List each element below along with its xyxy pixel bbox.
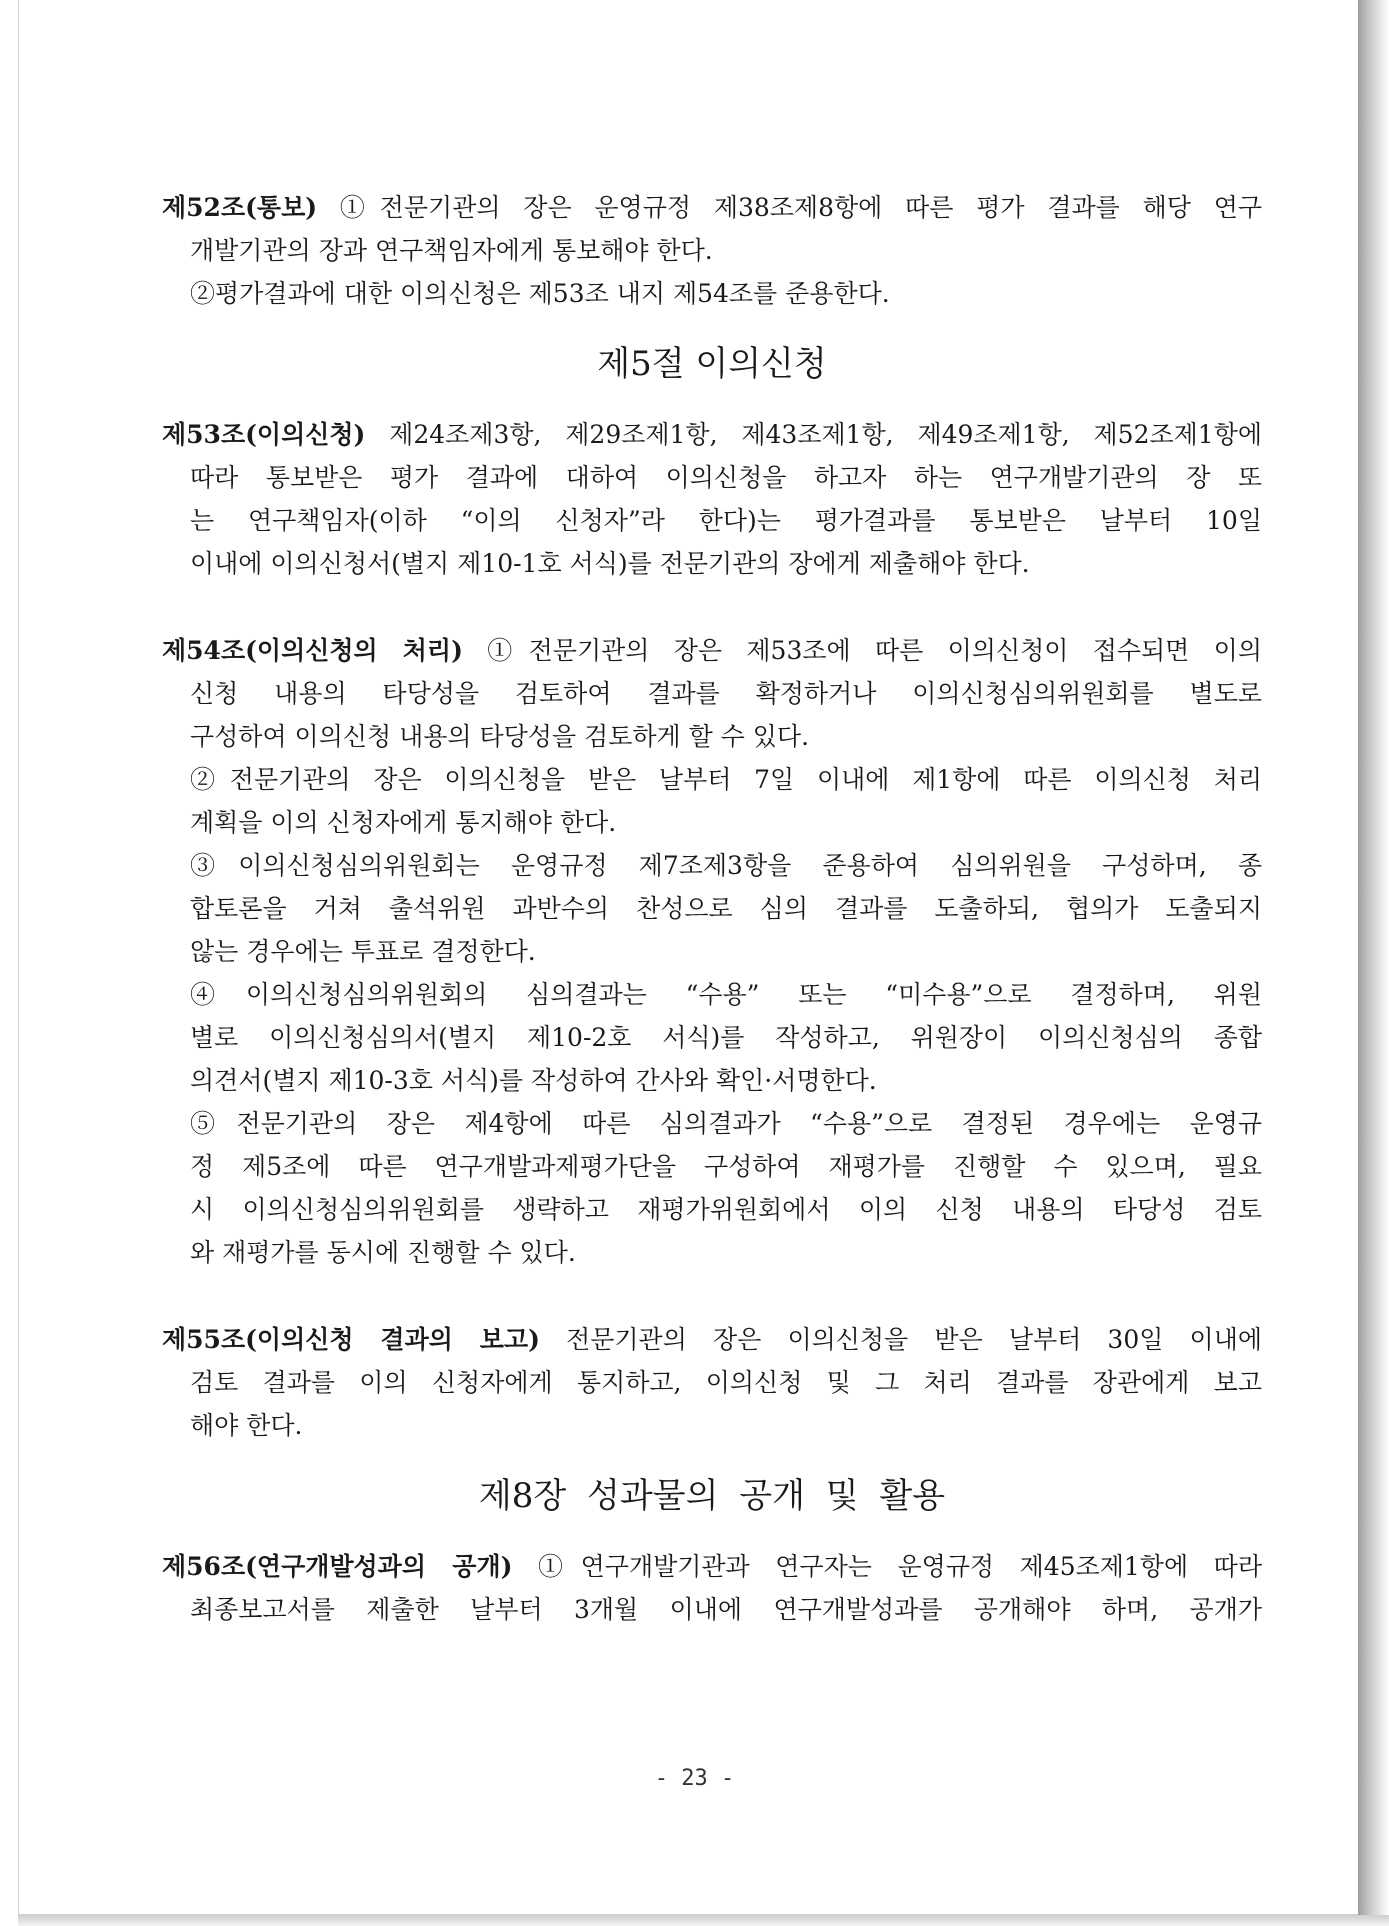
- article-53-line-3: 는 연구책임자(이하 “이의 신청자”라 한다)는 평가결과를 통보받은 날부터 10일: [190, 506, 1262, 535]
- article-56-line-2: 최종보고서를 제출한 날부터 3개월 이내에 연구개발성과를 공개해야 하며, 공개가: [190, 1595, 1262, 1624]
- article-55-line-2: 검토 결과를 이의 신청자에게 통지하고, 이의신청 및 그 처리 결과를 장관에게 보고: [190, 1368, 1262, 1397]
- article-54-line-9: ④이의신청심의위원회의 심의결과는 “수용” 또는 “미수용”으로 결정하며, 위원: [190, 980, 1262, 1009]
- article-52-line-3: ②평가결과에 대한 이의신청은 제53조 내지 제54조를 준용한다.: [190, 279, 890, 308]
- article-54-line-6: ③이의신청심의위원회는 운영규정 제7조제3항을 준용하여 심의위원을 구성하며, 종: [190, 851, 1262, 880]
- article-56-line-1: 제56조(연구개발성과의 공개) ①연구개발기관과 연구자는 운영규정 제45조제1항에 따라: [162, 1552, 1262, 1581]
- article-54-line-14: 시 이의신청심의위원회를 생략하고 재평가위원회에서 이의 신청 내용의 타당성 검토: [190, 1195, 1262, 1224]
- article-54-line-12: ⑤전문기관의 장은 제4항에 따른 심의결과가 “수용”으로 결정된 경우에는 운영규: [190, 1109, 1262, 1138]
- article-53-heading: 제53조(이의신청): [162, 420, 366, 449]
- article-55-heading: 제55조(이의신청 결과의 보고): [162, 1325, 540, 1354]
- article-53-line-4: 이내에 이의신청서(별지 제10-1호 서식)를 전문기관의 장에게 제출해야 한다.: [190, 549, 1030, 578]
- article-55-line-1: 제55조(이의신청 결과의 보고) 전문기관의 장은 이의신청을 받은 날부터 30일 이내에: [162, 1325, 1262, 1354]
- document-body: [162, 186, 1262, 1631]
- section-5-title: 제5절 이의신청: [597, 344, 827, 384]
- article-54-line-5: 계획을 이의 신청자에게 통지해야 한다.: [190, 808, 617, 837]
- article-52-heading: 제52조(통보): [162, 193, 318, 222]
- article-56: [162, 1545, 1262, 1631]
- article-53-line-2: 따라 통보받은 평가 결과에 대하여 이의신청을 하고자 하는 연구개발기관의 장 또: [190, 463, 1262, 492]
- article-55: [162, 1318, 1262, 1447]
- article-54-heading: 제54조(이의신청의 처리): [162, 636, 463, 665]
- article-54-line-11: 의견서(별지 제10-3호 서식)를 작성하여 간사와 확인·서명한다.: [190, 1066, 877, 1095]
- article-56-heading: 제56조(연구개발성과의 공개): [162, 1552, 513, 1581]
- page-shadow-bottom: [18, 1915, 1389, 1926]
- article-54-line-1: 제54조(이의신청의 처리) ①전문기관의 장은 제53조에 따른 이의신청이 접수되면 이의: [162, 636, 1262, 665]
- article-54-line-3: 구성하여 이의신청 내용의 타당성을 검토하게 할 수 있다.: [190, 722, 810, 751]
- article-52: [162, 186, 1262, 315]
- article-54-line-2: 신청 내용의 타당성을 검토하여 결과를 확정하거나 이의신청심의위원회를 별도로: [190, 679, 1262, 708]
- article-53: [162, 413, 1262, 585]
- article-54-line-4: ②전문기관의 장은 이의신청을 받은 날부터 7일 이내에 제1항에 따른 이의신청 처리: [190, 765, 1262, 794]
- chapter-8-title: 제8장 성과물의 공개 및 활용: [478, 1476, 946, 1516]
- article-54-line-13: 정 제5조에 따른 연구개발과제평가단을 구성하여 재평가를 진행할 수 있으며, 필요: [190, 1152, 1262, 1181]
- article-54-line-15: 와 재평가를 동시에 진행할 수 있다.: [190, 1238, 576, 1267]
- article-52-line-2: 개발기관의 장과 연구책임자에게 통보해야 한다.: [190, 236, 713, 265]
- article-52-line-1: 제52조(통보) ①전문기관의 장은 운영규정 제38조제8항에 따른 평가 결과를 해당 연구: [162, 193, 1262, 222]
- page-shadow-right: [1358, 0, 1389, 1926]
- article-55-line-3: 해야 한다.: [190, 1411, 303, 1440]
- article-54-line-8: 않는 경우에는 투표로 결정한다.: [190, 937, 536, 966]
- article-54: [162, 629, 1262, 1274]
- page-number: - 23 -: [654, 1766, 735, 1791]
- article-54-line-7: 합토론을 거쳐 출석위원 과반수의 찬성으로 심의 결과를 도출하되, 협의가 도출되지: [190, 894, 1262, 923]
- article-54-line-10: 별로 이의신청심의서(별지 제10-2호 서식)를 작성하고, 위원장이 이의신청심의 종합: [190, 1023, 1262, 1052]
- article-53-line-1: 제53조(이의신청) 제24조제3항, 제29조제1항, 제43조제1항, 제49조제1항, 제52조제1항에: [162, 420, 1262, 449]
